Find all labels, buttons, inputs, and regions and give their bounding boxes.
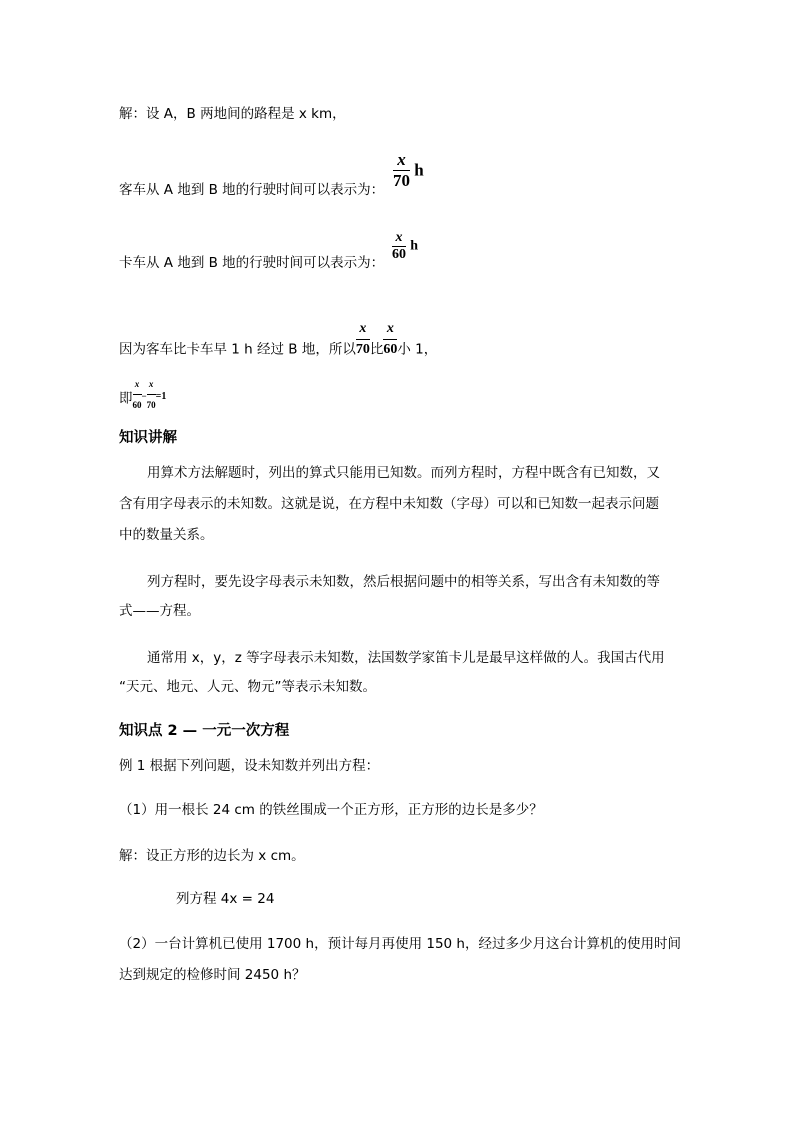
- equation-1: 列方程 4x = 24: [176, 891, 275, 907]
- numerator: x: [148, 379, 154, 389]
- unit-h: h: [414, 160, 424, 180]
- truck-time-expression: [392, 230, 418, 263]
- numerator: x: [134, 379, 140, 389]
- equation-line: [119, 378, 166, 419]
- compare-suffix: 小 1，: [397, 341, 438, 358]
- equals-one: =1: [155, 390, 167, 402]
- denominator: 70: [355, 342, 370, 357]
- compare-sentence: [119, 321, 438, 370]
- numerator: x: [386, 321, 394, 336]
- unit-h: h: [410, 238, 419, 254]
- example-intro: 例 1 根据下列问题，设未知数并列出方程：: [119, 758, 380, 774]
- compare-mid: 比: [369, 341, 384, 358]
- minus-sign: −: [141, 390, 147, 401]
- bus-time-expression: [393, 150, 424, 191]
- paragraph-3-line-1: 通常用 x，y，z 等字母表示未知数，法国数学家笛卡儿是最早这样做的人。我国古代用: [147, 650, 665, 666]
- fraction-x-over-60: [133, 374, 142, 415]
- numerator: x: [395, 230, 403, 245]
- truck-time-label: 卡车从 A 地到 B 地的行驶时间可以表示为：: [119, 255, 385, 271]
- fraction-x-over-60: [383, 319, 397, 360]
- denominator: 70: [393, 171, 410, 190]
- paragraph-2-line-2: 式——方程。: [119, 603, 200, 619]
- denominator: 60: [132, 400, 142, 410]
- bus-time-label: 客车从 A 地到 B 地的行驶时间可以表示为：: [119, 182, 385, 198]
- numerator: x: [359, 321, 367, 336]
- question-1: （1）用一根长 24 cm 的铁丝围成一个正方形，正方形的边长是多少？: [119, 802, 543, 818]
- section-heading-knowledge: 知识讲解: [119, 430, 177, 446]
- denominator: 70: [146, 400, 156, 410]
- fraction-x-over-70: [147, 374, 156, 415]
- solution-intro: 解：设 A，B 两地间的路程是 x km，: [119, 106, 346, 122]
- paragraph-3-line-2: “天元、地元、人元、物元”等表示未知数。: [119, 679, 376, 695]
- paragraph-2-line-1: 列方程时，要先设字母表示未知数，然后根据问题中的相等关系，写出含有未知数的等: [147, 574, 660, 590]
- paragraph-1-line-2: 含有用字母表示的未知数。这就是说，在方程中未知数（字母）可以和已知数一起表示问题: [119, 496, 659, 512]
- question-2-line-2: 达到规定的检修时间 2450 h？: [119, 967, 306, 983]
- numerator: x: [397, 150, 406, 169]
- section-heading-point-2: 知识点 2 — 一元一次方程: [119, 723, 290, 739]
- denominator: 60: [392, 247, 406, 262]
- fraction-x-over-70: [356, 319, 370, 360]
- compare-prefix: 因为客车比卡车早 1 h 经过 B 地，所以: [119, 341, 356, 358]
- paragraph-1-line-3: 中的数量关系。: [119, 527, 214, 543]
- denominator: 60: [383, 342, 398, 357]
- paragraph-1-line-1: 用算术方法解题时，列出的算式只能用已知数。而列方程时，方程中既含有已知数，又: [147, 465, 660, 481]
- question-2-line-1: （2）一台计算机已使用 1700 h，预计每月再使用 150 h，经过多少月这台计算机的使用时间: [119, 936, 681, 952]
- equation-prefix: 即: [119, 390, 133, 407]
- answer-1: 解：设正方形的边长为 x cm。: [119, 848, 305, 864]
- fraction-x-over-60: [392, 230, 406, 263]
- fraction-x-over-70: [393, 150, 410, 191]
